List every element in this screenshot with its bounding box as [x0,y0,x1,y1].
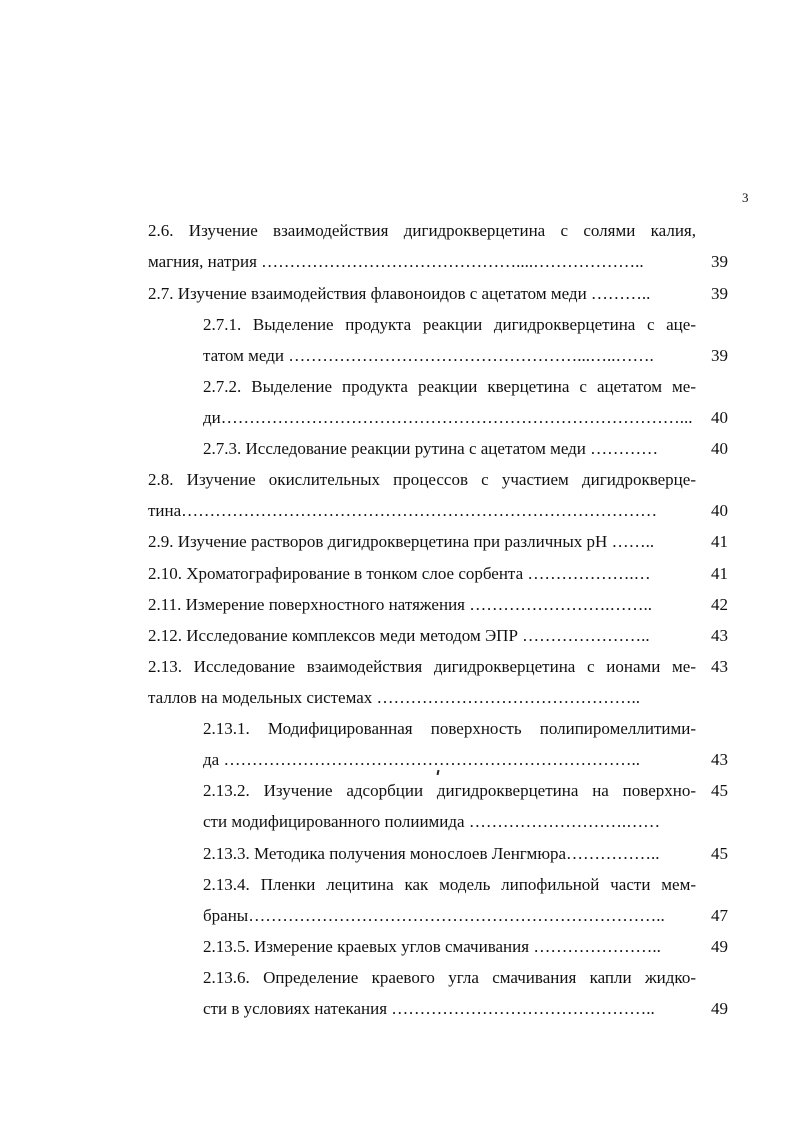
toc-line: сти модифицированного полиимида ……………………….…… [203,812,661,831]
toc-line: 2.8. Изучение окислительных процессов с участием дигидрокверце- [148,470,696,489]
toc-page-number: 49 [711,937,728,956]
toc-line: 2.13.2. Изучение адсорбции дигидрокверцетина на поверхно- [203,781,696,800]
toc-line: 2.13.3. Методика получения монослоев Ленгмюра…………….. [203,844,660,863]
toc-line: 2.12. Исследование комплексов меди методом ЭПР ………………….. [148,626,650,645]
toc-page-number: 39 [711,346,728,365]
toc-page-number: 41 [711,532,728,551]
toc-line: магния, натрия ………………………………………....……………….. [148,252,644,271]
toc-line: татом меди ……………………………………………...…..……. [203,346,654,365]
toc-line: 2.13.1. Модифицированная поверхность полипиромеллитими- [203,719,696,738]
toc-line: да ……………………………………………………………….. [203,750,640,769]
toc-line: тина………………………………………………………………………… [148,501,658,520]
toc-page-number: 42 [711,595,728,614]
toc-page-number: 40 [711,439,728,458]
toc-line: 2.7.2. Выделение продукта реакции кверцетина с ацетатом ме- [203,377,696,396]
toc-line: 2.13.5. Измерение краевых углов смачивания ………………….. [203,937,661,956]
toc-line: 2.6. Изучение взаимодействия дигидрокверцетина с солями калия, [148,221,696,240]
toc-page-number: 45 [711,781,728,800]
page-number: 3 [742,190,749,205]
toc-line: 2.9. Изучение растворов дигидрокверцетина при различных pH …….. [148,532,655,551]
toc-line: 2.10. Хроматографирование в тонком слое сорбента ……………….… [148,564,651,583]
toc-line: 2.11. Измерение поверхностного натяжения …………………….…….. [148,595,652,614]
toc-page-number: 43 [711,750,728,769]
toc-line: 2.13.4. Пленки лецитина как модель липофильной части мем- [203,875,696,894]
toc-page-number: 40 [711,408,728,427]
toc-line: 2.7.3. Исследование реакции рутина с ацетатом меди ………… [203,439,659,458]
toc-line: браны……………………………………………………………….. [203,906,665,925]
toc-page-number: 49 [711,999,728,1018]
scan-speck [437,770,440,775]
toc-line: 2.13.6. Определение краевого угла смачивания капли жидко- [203,968,696,987]
toc-line: таллов на модельных системах ……………………………………….. [148,688,641,707]
toc-line: 2.7. Изучение взаимодействия флавоноидов с ацетатом меди ……….. [148,284,651,303]
toc-page-number: 43 [711,626,728,645]
toc-line: ди………………………………………………………………………... [203,408,693,427]
toc-page-number: 41 [711,564,728,583]
toc-line: сти в условиях натекания ……………………………………….. [203,999,655,1018]
toc-page-number: 45 [711,844,728,863]
toc-page-number: 43 [711,657,728,676]
toc-page-number: 39 [711,284,728,303]
toc-page-number: 39 [711,252,728,271]
toc-page-number: 40 [711,501,728,520]
toc-line: 2.13. Исследование взаимодействия дигидрокверцетина с ионами ме- [148,657,696,676]
toc-page-number: 47 [711,906,728,925]
toc-line: 2.7.1. Выделение продукта реакции дигидрокверцетина с аце- [203,315,696,334]
